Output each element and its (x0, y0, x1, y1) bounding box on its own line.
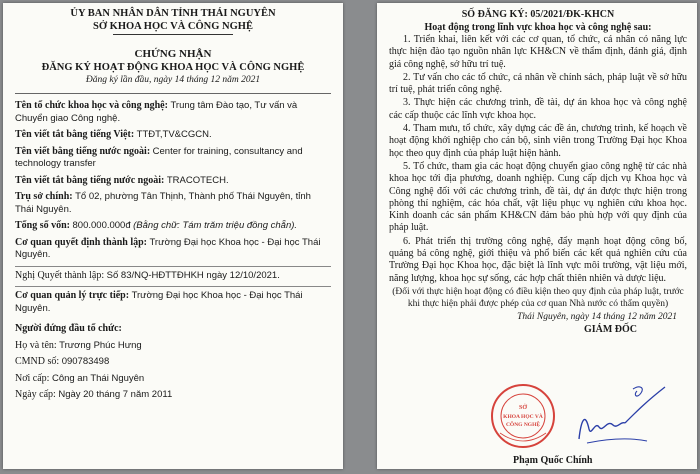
headquarters-label: Trụ sở chính: (15, 191, 73, 202)
activities-title: Hoạt động trong lĩnh vực khoa học và công nghệ sau: (424, 22, 652, 33)
manager-value: Trường Đại học Khoa học - Đại học Thái Nguyên. (15, 290, 303, 314)
headquarters-value: Tổ 02, phường Tân Thịnh, Thành phố Thái Nguyên, tỉnh Thái Nguyên. (15, 191, 311, 215)
activity-item: 1. Triển khai, liên kết với các cơ quan, tổ chức, cá nhân có năng lực thực hiện đào tạo nguồn nhân lực KH&CN về thẩm định, đánh giá, định giá công nghệ, sở hữu trí tuệ. (389, 34, 687, 70)
director-title: GIÁM ĐỐC (583, 323, 637, 335)
capital-field (15, 220, 331, 233)
headquarters-field (15, 191, 331, 216)
issued-place-label: Nơi cấp: (15, 372, 50, 384)
divider (15, 286, 331, 287)
capital-in-words: (Bằng chữ: Tám trăm triệu đồng chẵn). (133, 220, 298, 231)
id-field (15, 356, 331, 369)
abbr-vn-field (15, 129, 331, 142)
issued-place-value: Công an Thái Nguyên (51, 372, 145, 384)
certificate-front-page (3, 3, 343, 469)
signer-name: Phạm Quốc Chính (513, 455, 593, 466)
registration-number: SỐ ĐĂNG KÝ: 05/2021/ĐK-KHCN (461, 9, 615, 20)
issued-date-value: Ngày 20 tháng 7 năm 2011 (58, 389, 173, 400)
activity-item: 5. Tổ chức, tham gia các hoạt động chuyển giao công nghệ từ các nhà khoa học tới địa phương, doanh nghiệp. Cung cấp dịch vụ Khoa học và Công nghệ đối với các chương trình, đề tài, dự án được thực hiện trong phòng thí nghiệm, các hóa chất, vật liệu phục vụ nghiên cứu khoa học. Kinh doanh các sản phẩm KH&CN đảm bảo phù hợp với quy định của pháp luật. (389, 160, 687, 234)
certificate-subtitle: ĐĂNG KÝ HOẠT ĐỘNG KHOA HỌC VÀ CÔNG NGHỆ (41, 62, 305, 73)
activity-item: 2. Tư vấn cho các tổ chức, cá nhân về chính sách, pháp luật về sở hữu trí tuệ, phát triển công nghệ. (389, 71, 687, 96)
issued-date-label: Ngày cấp: (15, 389, 56, 400)
issuing-authority (15, 7, 331, 33)
org-name-label: Tên tổ chức khoa học và công nghệ: (15, 100, 168, 111)
divider (15, 266, 331, 267)
abbr-vn-label: Tên viết tắt bằng tiếng Việt: (15, 129, 135, 140)
certificate-title: CHỨNG NHẬN (134, 48, 212, 60)
abbr-vn-value: TTĐT,TV&CGCN. (136, 129, 212, 140)
activity-item: 4. Tham mưu, tổ chức, xây dựng các đề án, chương trình, kế hoạch về hoạt động khởi nghiệp cho cán bộ, sinh viên trong Trường Đại học Khoa học theo quy định của pháp luật hiện hành. (389, 123, 687, 159)
abbr-foreign-value: TRACOTECH. (166, 174, 229, 186)
authority-line-1: ỦY BAN NHÂN DÂN TỈNH THÁI NGUYÊN (70, 8, 276, 19)
capital-value: 800.000.000đ (72, 220, 131, 231)
abbr-foreign-field (15, 175, 331, 188)
abbr-foreign-label: Tên viết tắt bằng tiếng nước ngoài: (15, 174, 165, 186)
divider (15, 93, 331, 94)
org-name-value: Trung tâm Đào tạo, Tư vấn và Chuyển giao Công nghệ. (15, 100, 298, 124)
org-name-field (15, 100, 331, 125)
seal-line-2: KHOA HỌC VÀ (503, 414, 543, 420)
foreign-name-label: Tên viết bằng tiếng nước ngoài: (15, 145, 151, 157)
manager-label: Cơ quan quản lý trực tiếp: (15, 290, 130, 301)
head-name-label: Họ và tên: (15, 339, 57, 351)
header-underline (113, 34, 233, 35)
foreign-name-field (15, 146, 331, 171)
issued-place-field (15, 373, 331, 386)
authority-line-2: SỞ KHOA HỌC VÀ CÔNG NGHỆ (93, 21, 253, 32)
founder-label: Cơ quan quyết định thành lập: (15, 236, 147, 248)
activity-item: 3. Thực hiện các chương trình, đề tài, dự án khoa học và công nghệ các cấp thuộc các lĩnh vực khoa học. (389, 97, 687, 121)
issued-date-field (15, 389, 331, 402)
decision-value: Số 83/NQ-HĐTTĐHKH ngày 12/10/2021. (106, 269, 280, 281)
decision-label: Nghị Quyết thành lập: (15, 269, 105, 281)
head-label: Người đứng đầu tổ chức: (15, 323, 122, 334)
legal-note: (Đối với thực hiện hoạt động có điều kiện theo quy định của pháp luật, trước khi thực hiện phải được phép của cơ quan Nhà nước có thẩm quyền) (392, 286, 684, 309)
activities-list (389, 34, 687, 285)
head-name-value: Trương Phúc Hưng (59, 339, 142, 351)
founder-field (15, 237, 331, 262)
registration-date: Đăng ký lần đầu, ngày 14 tháng 12 năm 2021 (85, 75, 261, 85)
head-name-field (15, 340, 331, 353)
manager-field (15, 290, 331, 315)
head-section-title (15, 323, 331, 336)
id-value: 090783498 (61, 356, 110, 367)
activity-item: 6. Phát triển thị trường công nghệ, đẩy mạnh hoạt động công bố, quảng bá công nghệ, giới thiệu và phổ biến các kết quả nghiên cứu của Trường Đại học Khoa học, đặc biệt là lĩnh vực môi trường, vật liệu mới, năng lượng, khoa học sự sống, các hợp chất thiên nhiên và dược liệu. (389, 235, 687, 284)
foreign-name-value: Center for training, consultancy and technology transfer (15, 145, 303, 169)
signature-icon (537, 381, 677, 451)
certificate-back-page (377, 3, 697, 469)
founder-value: Trường Đại học Khoa học - Đại học Thái Nguyên. (15, 236, 321, 260)
seal-line-1: SỞ (518, 405, 528, 411)
id-label: CMND số: (15, 356, 60, 367)
signing-date: Thái Nguyên, ngày 14 tháng 12 năm 2021 (517, 311, 677, 322)
capital-label: Tổng số vốn: (15, 220, 71, 231)
decision-field (15, 270, 331, 283)
seal-line-3: CÔNG NGHỆ (505, 422, 541, 428)
